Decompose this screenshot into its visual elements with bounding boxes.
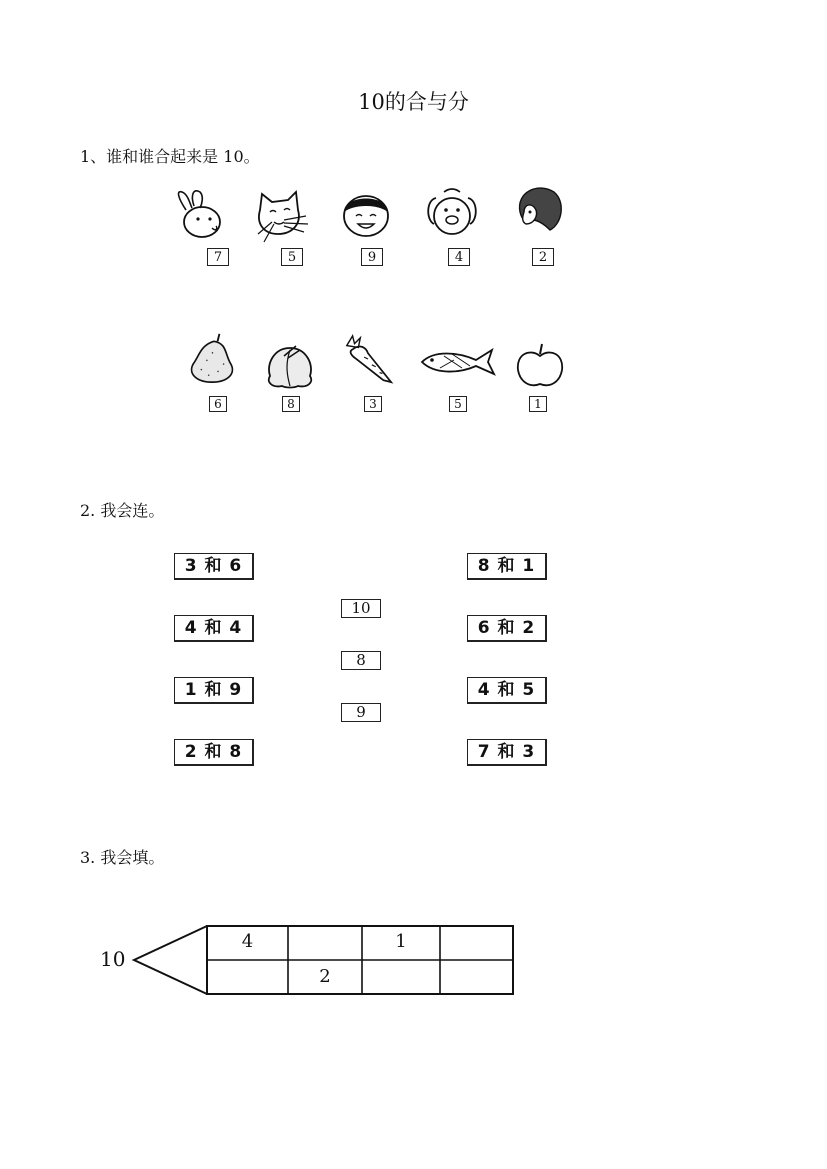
number-box: 6 (209, 396, 227, 412)
number-box: 3 (364, 396, 382, 412)
rabbit-face-icon (172, 188, 228, 240)
pear-icon (184, 332, 240, 384)
carrot-icon (340, 334, 396, 386)
left-pair-box[interactable]: 2 和 8 (174, 739, 254, 766)
question-2-label: 2. 我会连。 (80, 501, 165, 520)
girl-face-icon (510, 184, 566, 236)
grid-cell[interactable]: 2 (319, 966, 331, 987)
number-box: 2 (532, 248, 554, 266)
sum-box[interactable]: 9 (341, 703, 381, 722)
right-pair-box[interactable]: 8 和 1 (467, 553, 547, 580)
apple-icon (512, 340, 568, 392)
decomposition-grid (130, 924, 520, 1000)
pig-face-icon (424, 186, 480, 238)
right-pair-box[interactable]: 4 和 5 (467, 677, 547, 704)
left-pair-box[interactable]: 4 和 4 (174, 615, 254, 642)
number-box: 7 (207, 248, 229, 266)
sum-box[interactable]: 8 (341, 651, 381, 670)
number-box: 5 (281, 248, 303, 266)
right-pair-box[interactable]: 7 和 3 (467, 739, 547, 766)
question-3-label: 3. 我会填。 (80, 848, 165, 867)
grid-cell[interactable]: 4 (241, 931, 254, 952)
fish-icon (418, 346, 496, 378)
sum-box[interactable]: 10 (341, 599, 381, 618)
boy-face-icon (338, 188, 394, 240)
total-number: 10 (100, 947, 126, 971)
left-pair-box[interactable]: 3 和 6 (174, 553, 254, 580)
question-1-label: 1、谁和谁合起来是 10。 (80, 147, 260, 166)
number-box: 1 (529, 396, 547, 412)
number-box: 5 (449, 396, 467, 412)
number-box: 8 (282, 396, 300, 412)
grid-cell[interactable]: 1 (395, 931, 407, 952)
number-box: 4 (448, 248, 470, 266)
page-title: 10的合与分 (358, 90, 469, 114)
number-box: 9 (361, 248, 383, 266)
right-pair-box[interactable]: 6 和 2 (467, 615, 547, 642)
peach-icon (262, 340, 318, 392)
cat-face-icon (254, 190, 310, 242)
left-pair-box[interactable]: 1 和 9 (174, 677, 254, 704)
